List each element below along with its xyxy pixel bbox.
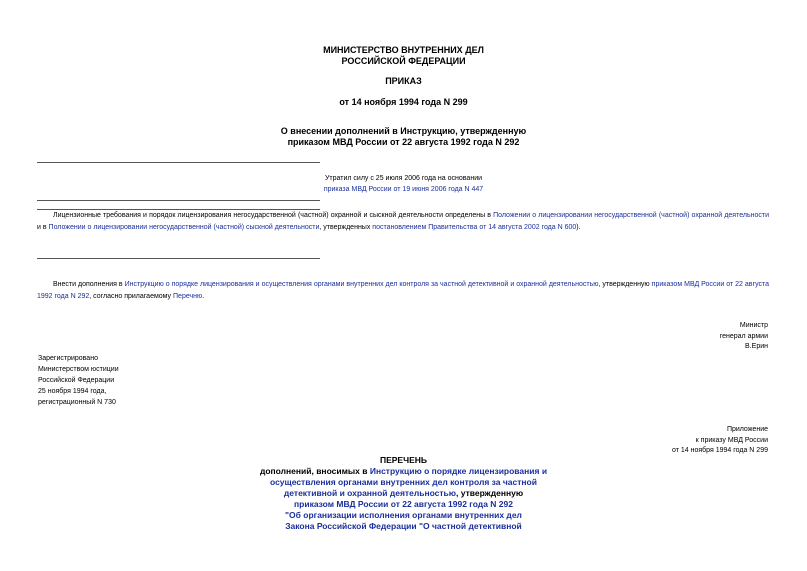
repeal-order-link[interactable]: приказа МВД России от 19 июня 2006 года N 447 xyxy=(323,186,484,193)
perechen-title: ПЕРЕЧЕНЬ xyxy=(379,455,427,465)
license-note-text: , утвержденных xyxy=(319,223,373,231)
detective-licensing-regulation-link[interactable]: Положении о лицензировании негосударственной (частной) сыскной деятельности xyxy=(48,223,320,231)
signature-block xyxy=(720,321,768,353)
separator-line xyxy=(37,200,320,201)
government-resolution-link[interactable]: постановлением Правительства от 14 августа 2002 года N 600 xyxy=(372,223,577,231)
instruction-link[interactable]: Инструкцию о порядке лицензирования и осуществления органами внутренних дел контроля за частной детективной и охранной деятельностью xyxy=(124,281,599,288)
registration-line: Зарегистрировано xyxy=(38,355,98,362)
security-licensing-regulation-link[interactable]: Положении о лицензировании негосударственной (частной) охранной деятельности xyxy=(493,212,769,219)
document-type: ПРИКАЗ xyxy=(385,76,422,86)
main-paragraph-text: Внести дополнения в xyxy=(53,281,125,288)
document-title-line2: приказом МВД России от 22 августа 1992 года N 292 xyxy=(287,137,520,147)
perechen-text: , утвержденную xyxy=(456,488,524,498)
document-date: от 14 ноября 1994 года N 299 xyxy=(339,97,468,107)
perechen-line xyxy=(0,466,807,477)
perechen-text: дополнений, вносимых в xyxy=(259,466,370,476)
appendix-label: Приложение xyxy=(726,426,768,433)
status-note-text: Утратил силу с 25 июля 2006 года на основании xyxy=(324,175,483,182)
appendix-order-date: от 14 ноября 1994 года N 299 xyxy=(672,447,768,454)
license-note-paragraph xyxy=(37,210,769,233)
license-note-text: Лицензионные требования и порядок лицензирования негосударственной (частной) охранной и сыскной деятельности определены в xyxy=(53,212,494,219)
order-292-link[interactable]: приказом МВД России от 22 августа 1992 года N 292 xyxy=(37,281,770,300)
signature-name: В.Ерин xyxy=(745,343,768,350)
perechen-order-link[interactable]: "Об организации исполнения органами внутренних дел xyxy=(285,510,522,520)
separator-line xyxy=(37,258,320,259)
perechen-instruction-link[interactable]: Инструкцию о порядке лицензирования и xyxy=(369,466,548,476)
main-paragraph-text: , согласно прилагаемому xyxy=(89,292,174,300)
main-paragraph-text: , утвержденную xyxy=(598,281,652,288)
perechen-link[interactable]: Перечню xyxy=(173,292,203,300)
main-paragraph-text: . xyxy=(202,292,205,300)
appendix-block xyxy=(672,425,768,457)
signature-title: Министр xyxy=(739,322,768,329)
perechen-line xyxy=(0,488,807,499)
registration-block xyxy=(38,353,119,408)
perechen-order-link[interactable]: приказом МВД России от 22 августа 1992 года N 292 xyxy=(294,499,513,509)
perechen-line[interactable]: осуществления органами внутренних дел контроля за частной xyxy=(270,477,537,487)
perechen-order-link[interactable]: Закона Российской Федерации "О частной детективной xyxy=(285,521,522,531)
status-note-link-row xyxy=(0,185,807,196)
perechen-instruction-link[interactable]: детективной и охранной деятельностью xyxy=(283,488,457,498)
appendix-order-ref: к приказу МВД России xyxy=(695,436,768,444)
status-note xyxy=(0,174,807,185)
main-paragraph xyxy=(37,279,769,302)
registration-line: регистрационный N 730 xyxy=(38,399,116,406)
separator-line xyxy=(37,162,320,163)
ministry-name-line2: РОССИЙСКОЙ ФЕДЕРАЦИИ xyxy=(341,56,466,66)
license-note-text: ). xyxy=(576,223,581,231)
registration-line: Российской Федерации xyxy=(38,377,115,384)
license-note-text: и в xyxy=(37,223,49,231)
signature-rank: генерал армии xyxy=(719,332,768,340)
registration-line: 25 ноября 1994 года, xyxy=(38,388,107,395)
ministry-name-line1: МИНИСТЕРСТВО ВНУТРЕННИХ ДЕЛ xyxy=(323,45,484,55)
document-title-line1: О внесении дополнений в Инструкцию, утвержденную xyxy=(280,126,527,136)
registration-line: Министерством юстиции xyxy=(38,366,119,373)
